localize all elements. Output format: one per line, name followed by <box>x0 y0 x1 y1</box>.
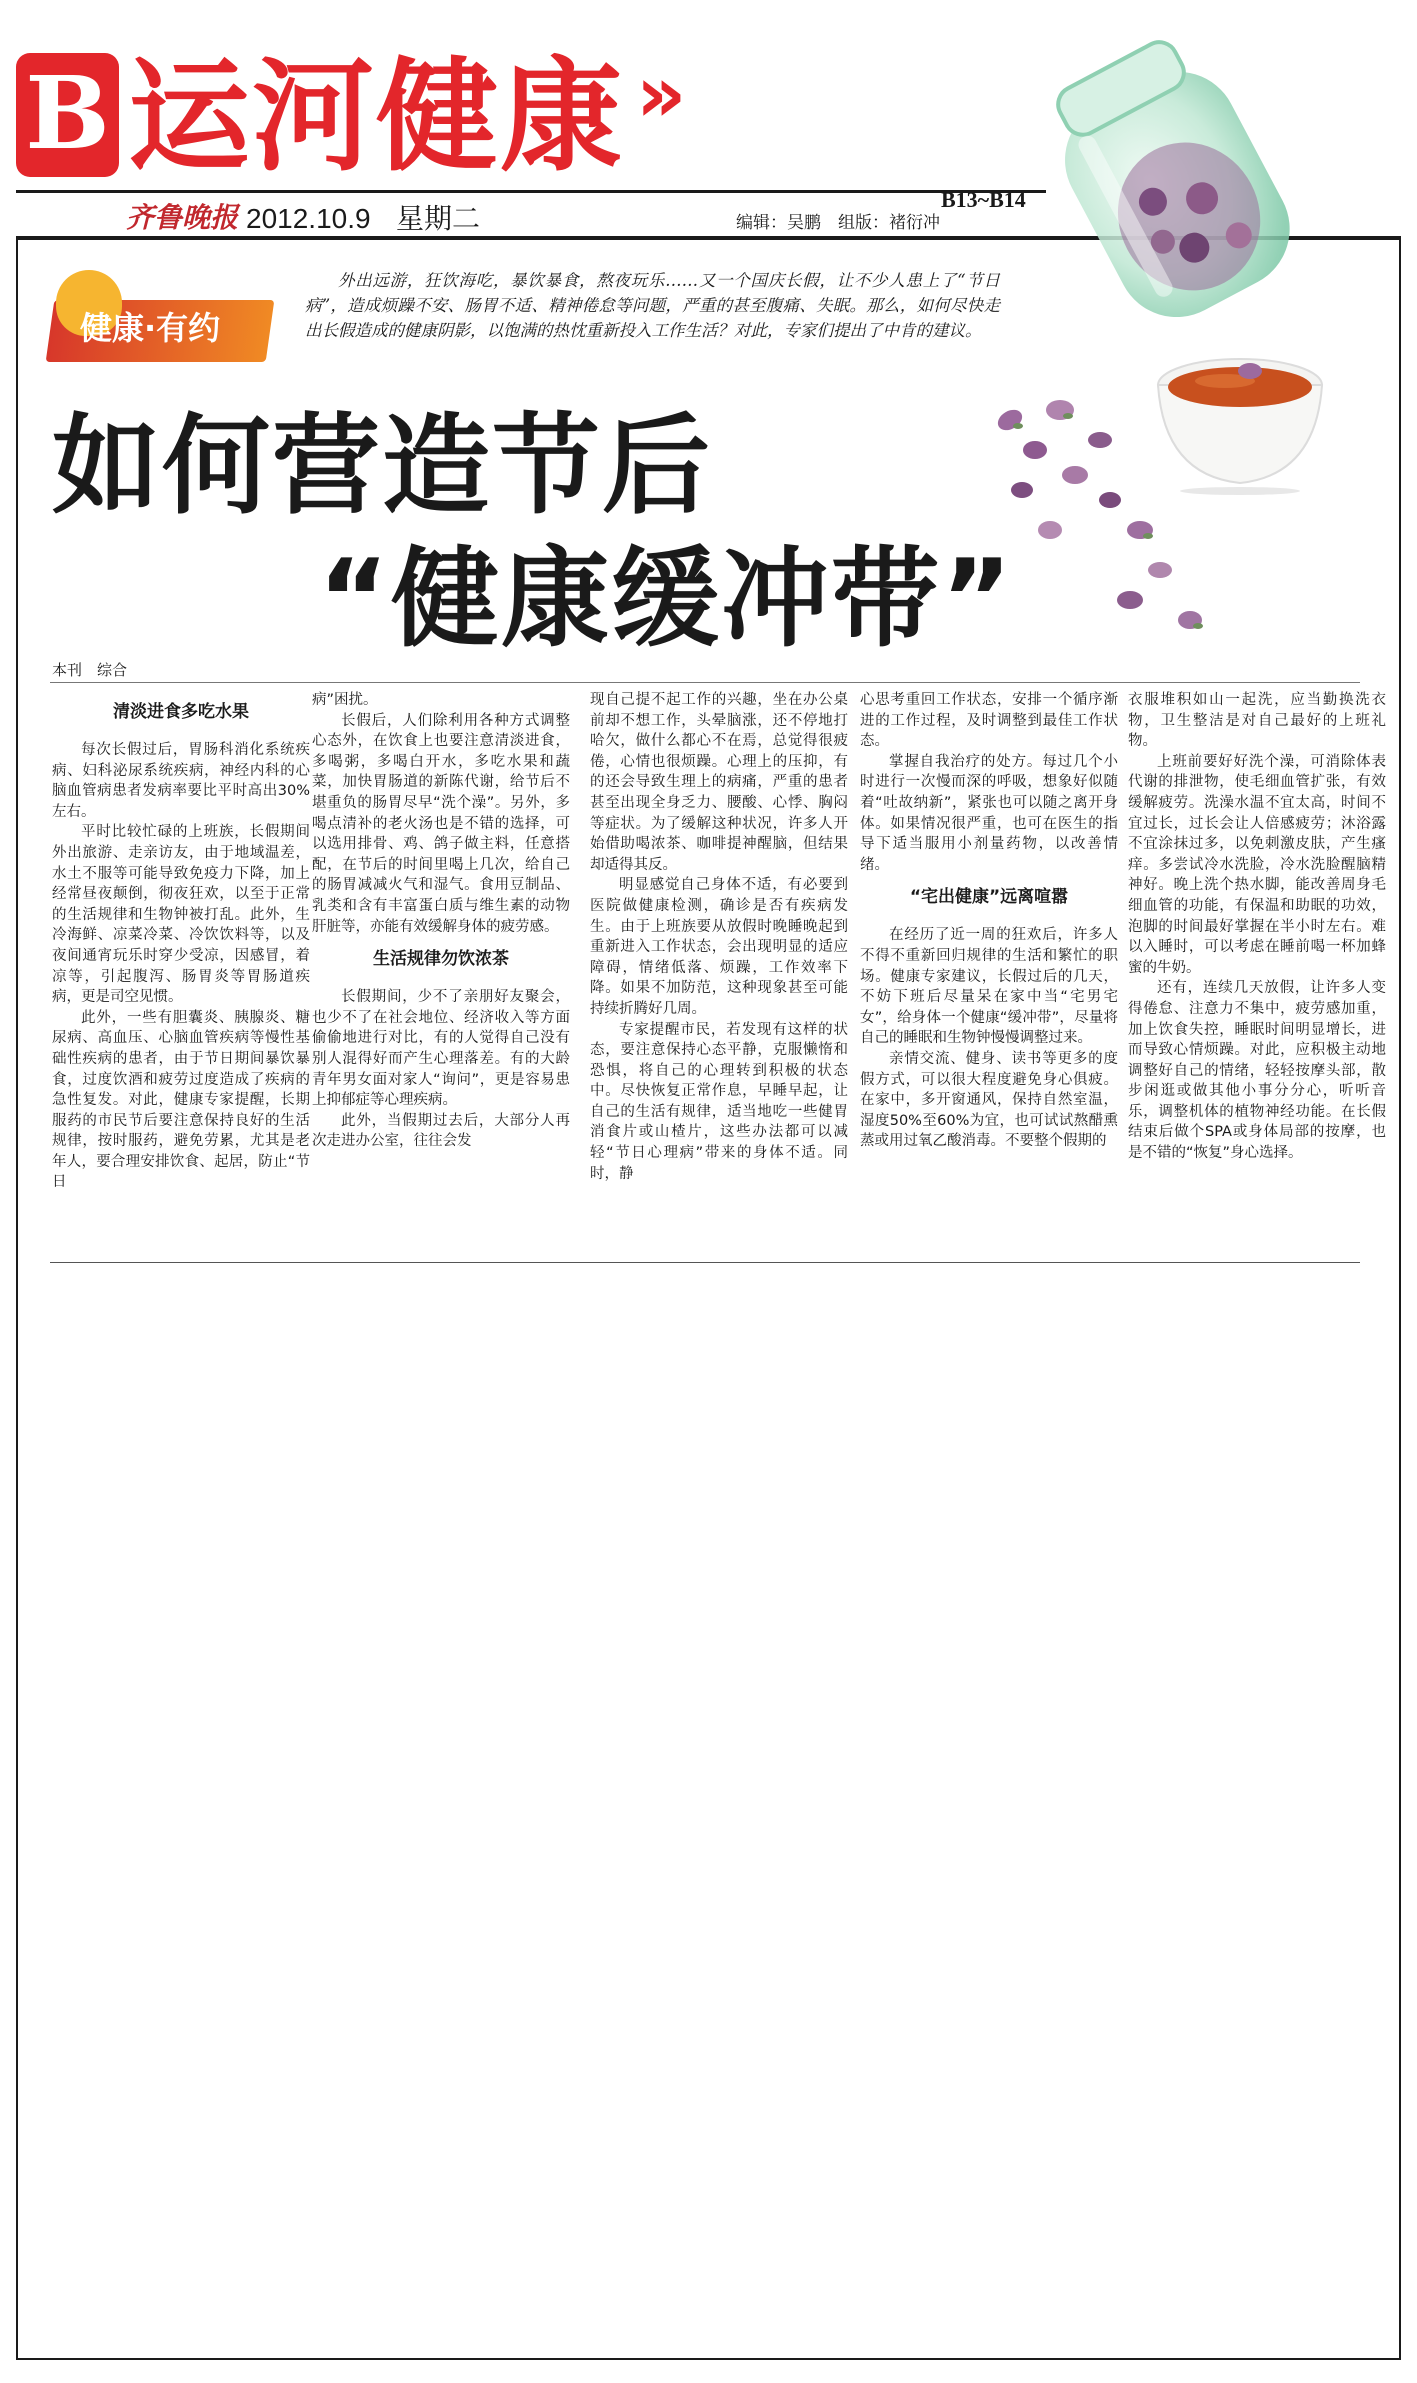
subheading: 生活规律勿饮浓茶 <box>373 949 509 970</box>
paragraph-continued: 衣服堆积如山一起洗，应当勤换洗衣物，卫生整洁是对自己最好的上班礼物。 <box>1128 692 1386 750</box>
paragraph-continued: 病”困扰。 <box>312 692 378 708</box>
headline-line-2: “健康缓冲带” <box>318 537 1014 662</box>
paragraph: 长假后，人们除利用各种方式调整心态外，在饮食上也要注意清淡进食，多喝粥，多喝白开水，多吃水果和蔬菜，加快胃肠道的新陈代谢，给节后不堪重负的肠胃尽早“洗个澡”。另外，多喝点清补的老火汤也是不错的选择，可以选用排骨、鸡、鸽子做主料，任意搭配，在节后的时间里喝上几次，给自己的肠胃减减火气和湿气。食用豆制品、乳类和含有丰富蛋白质与维生素的动物肝脏等，亦能有效缓解身体的疲劳感。 <box>312 712 570 935</box>
paragraph: 每次长假过后，胃肠科消化系统疾病、妇科泌尿系统疾病，神经内科的心脑血管病患者发病率要比平时高出30%左右。 <box>52 742 310 820</box>
article-intro: 外出远游，狂饮海吃，暴饮暴食，熬夜玩乐……又一个国庆长假，让不少人患上了“节日病”，造成烦躁不安、肠胃不适、精神倦怠等问题，严重的甚至腹痛、失眠。那么，如何尽快走出长假造成的健康阴影，以饱满的热忱重新投入工作生活？对此，专家们提出了中肯的建议。 <box>305 271 1000 340</box>
page-frame-left <box>16 240 18 2360</box>
paragraph-continued: 心思考重回工作状态，安排一个循序渐进的工作过程，及时调整到最佳工作状态。 <box>860 692 1118 750</box>
paragraph: 还有，连续几天放假，让许多人变得倦怠、注意力不集中，疲劳感加重，加上饮食失控，睡眠时间明显增长，进而导致心情烦躁。对此，应积极主动地调整好自己的情绪，轻轻按摩头部，散步闲逛或做其他小事分分心，听听音乐，调整机体的植物神经功能。在长假结束后做个SPA或身体局部的按摩，也是不错的“恢复”身心选择。 <box>1128 980 1386 1162</box>
paragraph: 长假期间，少不了亲朋好友聚会，也少不了在社会地位、经济收入等方面偷偷地进行对比，有的人觉得自己没有别人混得好而产生心理落差。有的大龄青年男女面对家人“询问”，更是容易患上抑郁症等心理疾病。 <box>312 989 570 1109</box>
paragraph: 平时比较忙碌的上班族，长假期间外出旅游、走亲访友，由于地域温差，水土不服等可能导致免疫力下降，加上经常昼夜颠倒，彻夜狂欢，以至于正常的生活规律和生物钟被打乱。此外，生冷海鲜、凉菜冷菜、冷饮饮料等，以及夜间通宵玩乐时穿少受凉，因感冒，着凉等，引起腹泻、肠胃炎等胃肠道疾病，更是司空见惯。 <box>52 824 310 1006</box>
paper-name: 齐鲁晚报 <box>126 201 239 234</box>
article-end-rule <box>50 1262 1360 1263</box>
subheading: “宅出健康”远离喧嚣 <box>909 887 1069 908</box>
page-frame-right <box>1399 240 1401 2360</box>
paragraph: 专家提醒市民，若发现有这样的状态，要注意保持心态平静，克服懒惰和恐惧，将自己的心理转到积极的状态中。尽快恢复正常作息，早睡早起，让自己的生活有规律，适当地吃一些健胃消食片或山楂片，这些办法都可以减轻“节日心理病”带来的身体不适。同时，静 <box>590 1021 848 1182</box>
headline-line-1: 如何营造节后 <box>52 404 713 529</box>
section-letter: B <box>25 54 110 172</box>
paragraph: 亲情交流、健身、读书等更多的度假方式，可以很大程度避免身心俱疲。在家中，多开窗通风，保持自然室温，湿度50%至60%为宜，也可试试熬醋熏蒸或用过氧乙酸消毒。不要整个假期的 <box>860 1050 1118 1150</box>
article-column-1 <box>52 690 310 1250</box>
section-badge <box>16 53 119 177</box>
article-column-3 <box>590 690 848 1250</box>
dateline <box>16 187 1046 238</box>
section-title: 运河健康 <box>128 46 624 188</box>
paragraph: 明显感觉自己身体不适，有必要到医院做健康检测，确诊是否有疾病发生。由于上班族要从放假时晚睡晚起到重新进入工作状态，会出现明显的适应障碍，情绪低落、烦躁，工作效率下降。如果不加防范，这种现象甚至可能持续折腾好几周。 <box>590 877 848 1017</box>
page-range: B13~B14 <box>941 187 1026 212</box>
publication-weekday: 星期二 <box>396 203 481 234</box>
section-title-mark: » <box>636 50 687 140</box>
page-frame-bottom <box>16 2358 1401 2360</box>
byline-rule <box>50 682 1360 683</box>
column-logo <box>50 270 275 368</box>
subheading: 清淡进食多吃水果 <box>113 702 249 722</box>
paragraph-continued: 现自己提不起工作的兴趣，坐在办公桌前却不想工作，头晕脑涨，还不停地打哈欠，做什么都心不在焉，总觉得很疲倦，心情也很烦躁。心理上的压抑，有的还会导致生理上的病痛，严重的患者甚至出现全身乏力、腰酸、心悸、胸闷等症状。为了缓解这种状况，许多人开始借助喝浓茶、咖啡提神醒脑，但结果却适得其反。 <box>590 692 848 873</box>
paragraph: 掌握自我治疗的处方。每过几个小时进行一次慢而深的呼吸，想象好似随着“吐故纳新”，紧张也可以随之离开身体。如果情况很严重，也可在医生的指导下适当服用小剂量药物，以改善情绪。 <box>860 753 1118 873</box>
publication-date: 2012.10.9 <box>246 203 371 234</box>
article-column-2 <box>312 690 570 1250</box>
paragraph: 在经历了近一周的狂欢后，许多人不得不重新回归规律的生活和繁忙的职场。健康专家建议，长假过后的几天，不妨下班后尽量呆在家中当“宅男宅女”，给身体一个健康“缓冲带”，尽量将自己的睡眠和生物钟慢慢调整过来。 <box>860 927 1118 1047</box>
editor-credits: 编辑：吴鹏 组版：褚衍冲 <box>736 213 940 232</box>
paragraph: 上班前要好好洗个澡，可消除体表代谢的排泄物，使毛细血管扩张，有效缓解疲劳。洗澡水温不宜太高，时间不宜过长，过长会让人倍感疲劳；沐浴露不宜涂抹过多，以免刺激皮肤，产生瘙痒。多尝试冷水洗脸，冷水洗脸醒脑精神好。晚上洗个热水脚，能改善周身毛细血管的功能，有保温和助眠的功效，泡脚的时间最好掌握在半小时左右。难以入睡时，可以考虑在睡前喝一杯加蜂蜜的牛奶。 <box>1128 753 1386 976</box>
byline: 本刊 综合 <box>52 661 128 679</box>
column-logo-text: 健康·有约 <box>80 309 221 347</box>
masthead-rule-top <box>16 190 1046 193</box>
paragraph: 此外，一些有胆囊炎、胰腺炎、糖尿病、高血压、心脑血管疾病等慢性基础性疾病的患者，由于节日期间暴饮暴食，过度饮酒和疲劳过度造成了疾病的急性复发。对此，健康专家提醒，长期服药的市民节后要注意保持良好的生活规律，按时服药，避免劳累，尤其是老年人，要合理安排饮食、起居，防止“节日 <box>52 1009 310 1191</box>
paragraph: 此外，当假期过去后，大部分人再次走进办公室，往往会发 <box>312 1112 570 1150</box>
article-column-5 <box>1128 690 1386 1250</box>
tea-cup-image <box>1140 345 1340 495</box>
article-column-4 <box>860 690 1118 1250</box>
